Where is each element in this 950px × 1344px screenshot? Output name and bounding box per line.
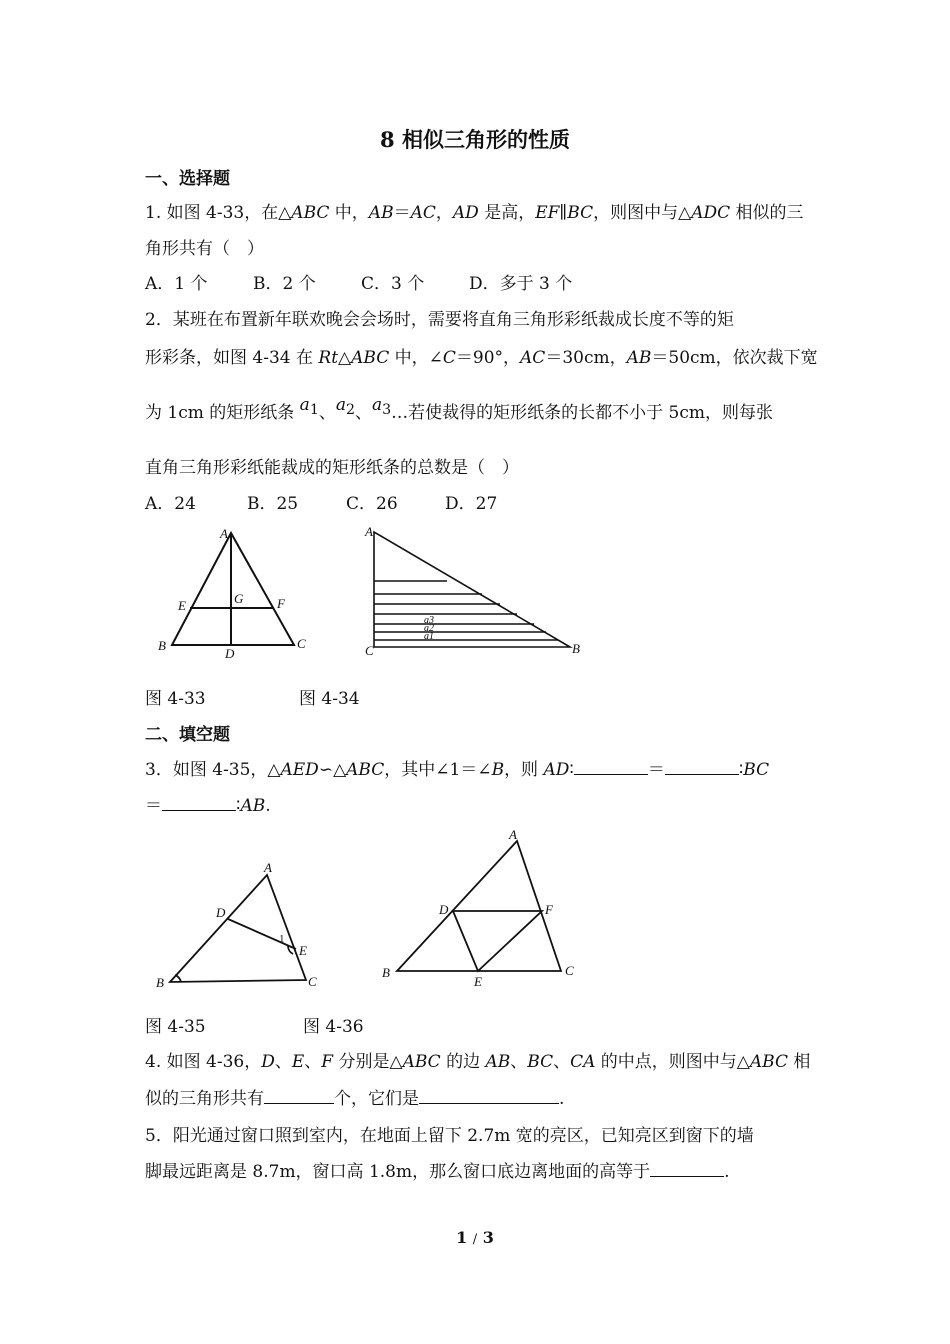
section-heading-choice: 一、选择题	[145, 169, 230, 189]
label-e: E	[178, 598, 186, 613]
label-d: D	[225, 646, 235, 661]
label-a2: a2	[424, 623, 434, 634]
answer-blank[interactable]	[162, 793, 236, 811]
label-g: G	[234, 591, 244, 606]
question-4-line-1: 4. 如图 4-36，D、E、F 分别是△ABC 的边 AB、BC、CA 的中点，则图中与△ABC 相	[145, 1052, 811, 1072]
question-1-line-1: 1. 如图 4-33，在△ABC 中，AB＝AC，AD 是高，EF∥BC，则图中与△ADC 相似的三	[145, 203, 804, 223]
answer-blank[interactable]	[264, 1086, 334, 1104]
question-2-line-3: 为 1cm 的矩形纸条 $a_1$、$a_2$、$a_3\dots$若使裁得的矩形纸条的长都不小于 5cm，则每张	[145, 395, 774, 423]
triangle-abc	[170, 875, 306, 982]
caption-figure-4-36: 图 4-36	[303, 1017, 364, 1037]
question-2-line-4: 直角三角形彩纸能裁成的矩形纸条的总数是（ ）	[145, 458, 519, 478]
label-d: D	[439, 902, 449, 917]
question-2-options	[145, 489, 497, 514]
question-5-line-1: 5．阳光通过窗口照到室内，在地面上留下 2.7m 宽的亮区，已知亮区到窗下的墙	[145, 1126, 754, 1146]
label-a: A	[365, 524, 373, 539]
label-f: F	[277, 596, 285, 611]
answer-blank[interactable]	[650, 1159, 724, 1177]
label-a: A	[220, 526, 228, 541]
label-angle-1: 1	[279, 933, 285, 945]
section-heading-fill: 二、填空题	[145, 725, 230, 745]
label-b: B	[156, 975, 164, 990]
label-e: E	[299, 943, 307, 958]
label-c: C	[565, 963, 574, 978]
option-d: D．27	[445, 494, 498, 514]
label-b: B	[382, 965, 390, 980]
page-number: 1 / 3	[456, 1228, 494, 1247]
triangle-def	[453, 911, 542, 971]
label-d: D	[216, 905, 226, 920]
label-a1: a1	[424, 631, 434, 642]
option-c: C．3 个	[361, 274, 425, 294]
question-5-line-2: 脚最远距离是 8.7m，窗口高 1.8m，那么窗口底边离地面的高等于 .	[145, 1157, 730, 1182]
option-b: B．2 个	[253, 274, 316, 294]
angle-b-mark	[175, 975, 181, 982]
label-e: E	[474, 974, 482, 989]
label-b: B	[158, 638, 166, 653]
caption-figure-4-33: 图 4-33	[145, 689, 206, 709]
triangle-abc	[397, 841, 561, 971]
triangle-abc	[172, 533, 294, 645]
option-c: C．26	[346, 494, 398, 514]
page-title: 8 相似三角形的性质	[380, 127, 570, 152]
figure-4-33	[150, 522, 320, 662]
question-3-line-1: 3．如图 4-35，△AED∽△ABC，其中∠1＝∠B，则 AD∶ ＝ ∶BC	[145, 755, 769, 780]
label-c: C	[365, 643, 374, 658]
question-3-line-2: ＝ ∶AB.	[145, 791, 271, 816]
caption-figure-4-35: 图 4-35	[145, 1017, 206, 1037]
question-2-line-1: 2．某班在布置新年联欢晚会会场时，需要将直角三角形彩纸裁成长度不等的矩	[145, 310, 734, 330]
caption-figure-4-34: 图 4-34	[299, 689, 360, 709]
answer-blank[interactable]	[574, 757, 648, 775]
question-4-line-2: 似的三角形共有 个，它们是 .	[145, 1084, 564, 1109]
figure-4-34	[360, 522, 590, 662]
option-a: A．1 个	[145, 274, 208, 294]
option-a: A．24	[145, 494, 196, 514]
right-triangle-abc	[374, 532, 570, 647]
question-2-line-2: 形彩条，如图 4-34 在 Rt△ABC 中，∠C＝90°，AC＝30cm，AB＝50cm，依次裁下宽	[145, 348, 818, 368]
option-d: D．多于 3 个	[469, 274, 573, 294]
label-c: C	[297, 636, 306, 651]
label-b: B	[572, 641, 580, 656]
label-a: A	[509, 827, 517, 842]
answer-blank[interactable]	[665, 757, 739, 775]
answer-blank[interactable]	[419, 1086, 559, 1104]
label-f: F	[545, 902, 553, 917]
figure-4-35	[150, 855, 335, 995]
label-a: A	[264, 860, 272, 875]
option-b: B．25	[247, 494, 299, 514]
figure-4-36	[378, 825, 583, 995]
question-1-options	[145, 269, 572, 294]
label-c: C	[308, 974, 317, 989]
label-a3: a3	[424, 615, 434, 626]
question-1-line-2: 角形共有（ ）	[145, 239, 264, 259]
